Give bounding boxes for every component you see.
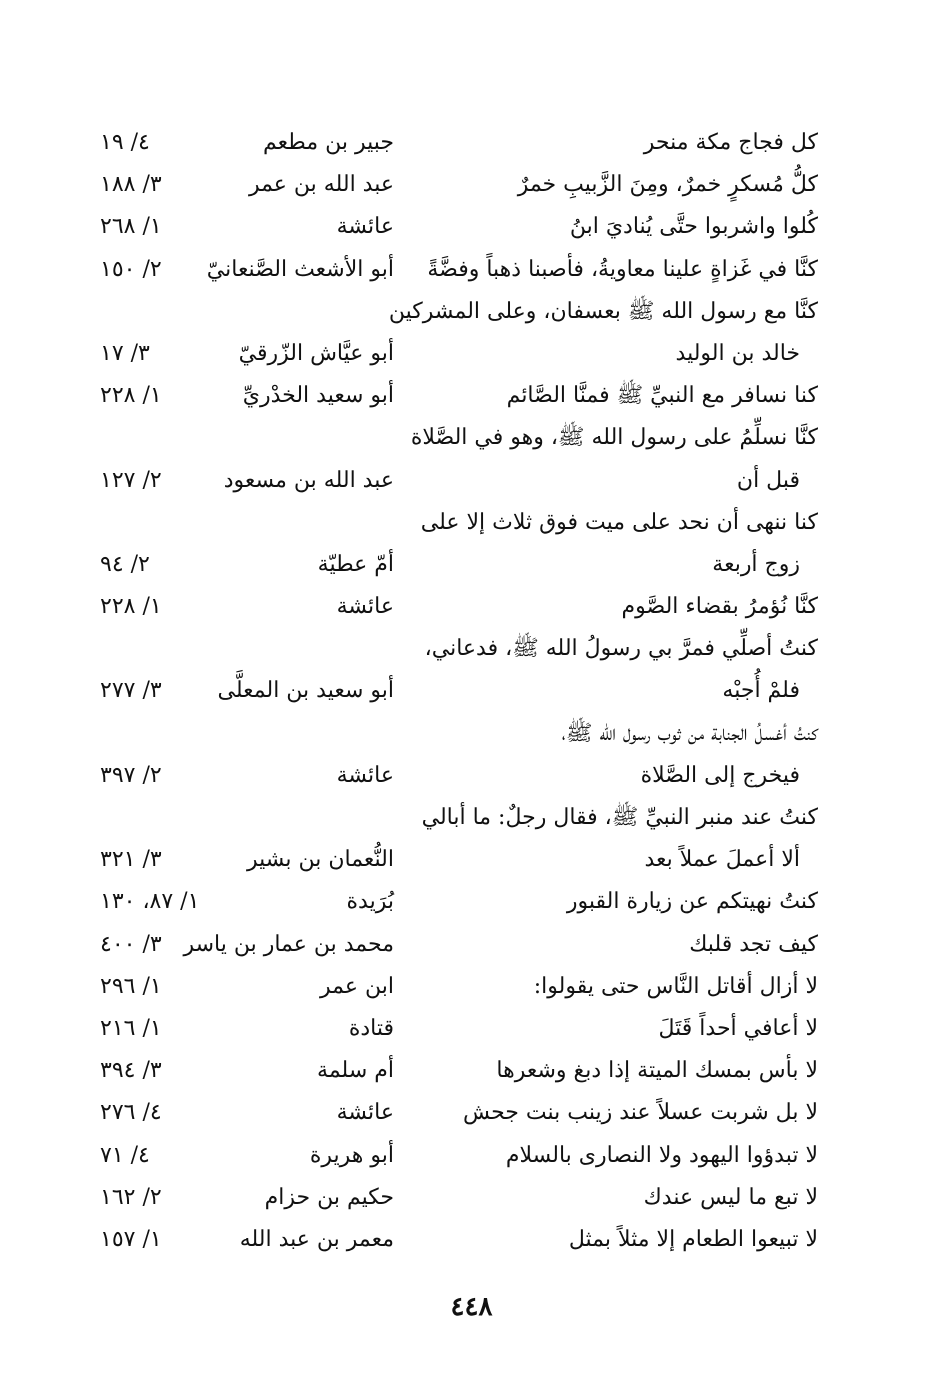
hadith-text: لا بل شربت عسلاً عند زينب بنت جحش: [463, 1100, 818, 1126]
volume-page-ref: ٣/ ٣٩٤: [100, 1058, 162, 1084]
narrator-name: عائشة: [336, 594, 394, 620]
narrator-name: أم سلمة: [317, 1058, 394, 1084]
narrator-name: قتادة: [348, 1015, 394, 1041]
narrator-name: جبير بن مطعم: [263, 130, 394, 155]
index-row: [100, 966, 830, 1008]
volume-page-ref: ٣/ ١٨٨: [100, 172, 162, 198]
index-row: [100, 544, 830, 586]
hadith-text: كل فجاج مكة منحر: [643, 130, 818, 155]
volume-page-ref: ١/ ٢٢٨: [100, 383, 162, 409]
volume-page-ref: ١/ ٢٩٦: [100, 973, 162, 999]
narrator-name: أبو الأشعث الصَّنعانيّ: [206, 256, 394, 282]
volume-page-ref: ١/ ١٥٧: [100, 1226, 162, 1252]
hadith-text: كُلوا واشربوا حتَّى يُناديَ ابنُ: [569, 214, 818, 240]
index-row: [100, 713, 830, 755]
hadith-text: كنَّا في غَزاةٍ علينا معاويةُ، فأصبنا ذهباً وفضَّةً: [427, 256, 818, 282]
volume-page-ref: ٣/ ١٧: [100, 340, 150, 366]
narrator-name: عائشة: [336, 214, 394, 240]
index-row: [100, 1050, 830, 1092]
index-row: [100, 586, 830, 628]
narrator-name: ابن عمر: [320, 973, 394, 999]
volume-page-ref: ٢/ ٩٤: [100, 551, 150, 577]
hadith-text-continuation: فلمْ أُجبْه: [722, 678, 800, 704]
index-row: [100, 333, 830, 375]
hadith-text: كنا نسافر مع النبيِّ ﷺ فمنَّا الصَّائم: [506, 383, 818, 409]
index-row: [100, 460, 830, 502]
hadith-text: لا تبع ما ليس عندك: [643, 1184, 818, 1210]
volume-page-ref: ٢/ ١٥٠: [100, 256, 162, 282]
index-row: [100, 924, 830, 966]
page-number: ٤٤٨: [450, 1292, 493, 1322]
index-row: [100, 417, 830, 459]
narrator-name: أمّ عطيّة: [317, 551, 394, 577]
hadith-text: لا أعافي أحداً قَتَلَ: [658, 1015, 818, 1041]
volume-page-ref: ٤/ ٧١: [100, 1142, 150, 1168]
hadith-text: لا تبيعوا الطعام إلا مثلاً بمثل: [568, 1226, 818, 1252]
narrator-name: محمد بن عمار بن ياسر: [183, 931, 394, 957]
volume-page-ref: ٣/ ٢٧٧: [100, 678, 162, 704]
hadith-text: كنَّا نسلِّمُ على رسول الله ﷺ، وهو في الصَّلاة: [410, 425, 818, 451]
index-row: [100, 670, 830, 712]
index-row: [100, 502, 830, 544]
hadith-text: لا بأس بمسك الميتة إذا دبغ وشعرها: [496, 1058, 818, 1084]
index-row: [100, 797, 830, 839]
narrator-name: عبد الله بن مسعود: [223, 467, 394, 493]
index-row: [100, 206, 830, 248]
narrator-name: النُّعمان بن بشير: [246, 847, 394, 873]
volume-page-ref: ٤/ ٢٧٦: [100, 1100, 162, 1126]
narrator-name: عائشة: [336, 762, 394, 788]
hadith-text: لا أزال أقاتل النَّاس حتى يقولوا:: [533, 973, 818, 999]
hadith-text: كنتُ أغسلُ الجنابة من ثوب رسول الله ﷺ،: [561, 720, 818, 746]
hadith-text: كنتُ عند منبر النبيِّ ﷺ، فقال رجلٌ: ما أبالي: [421, 805, 818, 830]
hadith-text: كنتُ أصلِّي فمرَّ بي رسولُ الله ﷺ، فدعاني،: [424, 636, 818, 662]
hadith-text: كنَّا مع رسول الله ﷺ بعسفان، وعلى المشركين: [388, 298, 818, 324]
index-row: [100, 249, 830, 291]
index-row: [100, 1177, 830, 1219]
hadith-text-continuation: فيخرج إلى الصَّلاة: [640, 762, 800, 788]
volume-page-ref: ٢/ ١٦٢: [100, 1184, 162, 1210]
hadith-text: لا تبدؤوا اليهود ولا النصارى بالسلام: [505, 1142, 818, 1168]
index-row: [100, 839, 830, 881]
volume-page-ref: ١/ ٨٧، ١٣٠: [100, 889, 200, 915]
index-row: [100, 1092, 830, 1134]
narrator-name: عائشة: [336, 1100, 394, 1126]
hadith-text: كلُّ مُسكرٍ خمرٌ، ومِنَ الزَّبيبِ خمرٌ: [517, 172, 818, 198]
narrator-name: معمر بن عبد الله: [239, 1226, 394, 1252]
index-row: [100, 291, 830, 333]
narrator-name: بُرَيدة: [346, 889, 394, 915]
volume-page-ref: ١/ ٢٢٨: [100, 594, 162, 620]
volume-page-ref: ٢/ ٣٩٧: [100, 762, 162, 788]
index-row: [100, 1219, 830, 1261]
narrator-name: أبو هريرة: [309, 1142, 394, 1168]
hadith-text: كنا ننهى أن نحد على ميت فوق ثلاث إلا على: [420, 509, 818, 535]
narrator-name: أبو عيَّاش الزّرقيّ: [238, 340, 394, 366]
index-row: [100, 1135, 830, 1177]
narrator-name: أبو سعيد الخدْريِّ: [242, 383, 394, 409]
index-row: [100, 1008, 830, 1050]
volume-page-ref: ١/ ٢٦٨: [100, 214, 162, 240]
index-row: [100, 755, 830, 797]
index-row: [100, 122, 830, 164]
volume-page-ref: ١/ ٢١٦: [100, 1015, 162, 1041]
hadith-text-continuation: قبل أن: [736, 467, 800, 493]
index-row: [100, 628, 830, 670]
volume-page-ref: ٢/ ١٢٧: [100, 467, 162, 493]
narrator-name: عبد الله بن عمر: [248, 172, 394, 198]
volume-page-ref: ٤/ ١٩: [100, 130, 150, 155]
narrator-name: حكيم بن حزام: [264, 1184, 394, 1210]
index-row: [100, 164, 830, 206]
hadith-text-continuation: خالد بن الوليد: [675, 340, 800, 366]
hadith-text: كنَّا نُؤمرُ بقضاء الصَّوم: [621, 594, 818, 620]
volume-page-ref: ٣/ ٤٠٠: [100, 931, 162, 957]
volume-page-ref: ٣/ ٣٢١: [100, 847, 162, 873]
index-row: [100, 375, 830, 417]
narrator-name: أبو سعيد بن المعلَّى: [217, 678, 394, 704]
hadith-text: كنتُ نهيتكم عن زيارة القبور: [566, 889, 818, 915]
hadith-index-list: [100, 122, 830, 1261]
hadith-text-continuation: زوج أربعة: [712, 551, 800, 577]
hadith-text: كيف تجد قلبك: [689, 931, 818, 957]
index-row: [100, 881, 830, 923]
hadith-text-continuation: ألا أعملَ عملاً بعد: [644, 847, 800, 873]
